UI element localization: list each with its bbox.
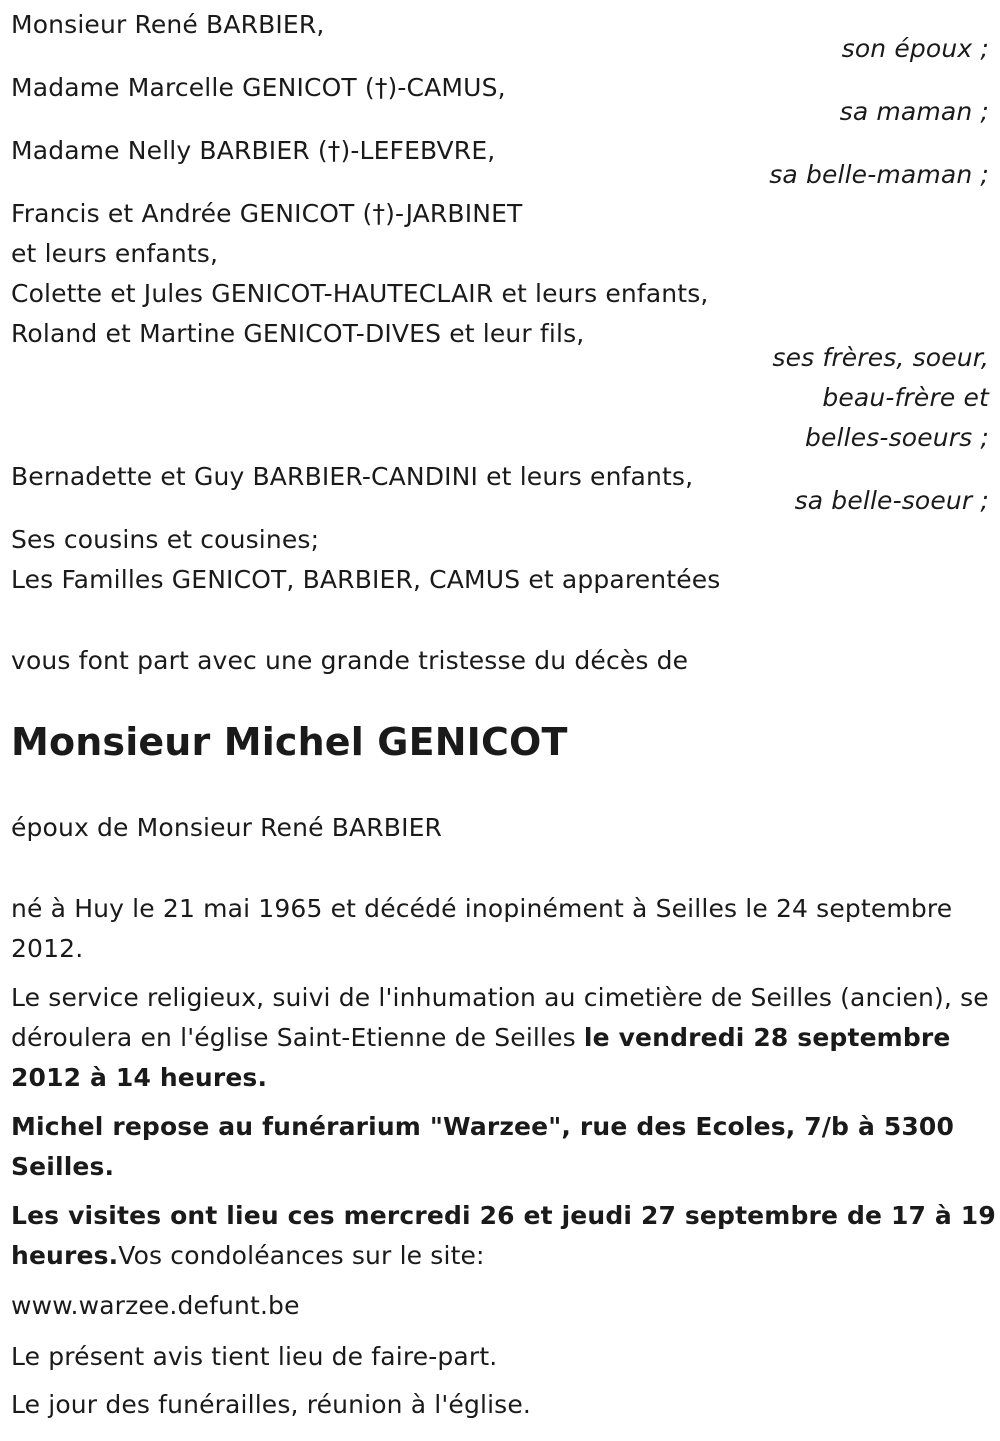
repose-text: Michel repose au funérarium "Warzee", rue des Ecoles, 7/b à 5300 Seilles. <box>11 1112 955 1181</box>
deceased-name: Monsieur Michel GENICOT <box>11 720 568 764</box>
visits-paragraph <box>11 1196 996 1276</box>
service-date: le vendredi 28 septembre 2012 à 14 heures. <box>11 1023 951 1092</box>
siblings-line-3: Colette et Jules GENICOT-HAUTECLAIR et leurs enfants, <box>11 279 709 308</box>
service-paragraph <box>11 978 996 1098</box>
service-text: Le service religieux, suivi de l'inhumation au cimetière de Seilles (ancien), se déroulera en l'église Saint-Etienne de Seilles <box>11 983 989 1052</box>
church-meeting-text: Le jour des funérailles, réunion à l'église. <box>11 1390 531 1419</box>
announcement-intro: vous font part avec une grande tristesse du décès de <box>11 646 689 675</box>
siblings-role-line-3: belles-soeurs ; <box>804 423 989 452</box>
sister-in-law-name: Bernadette et Guy BARBIER-CANDINI et leurs enfants, <box>11 462 694 491</box>
spouse-role: son époux ; <box>841 34 989 63</box>
siblings-line-2: et leurs enfants, <box>11 239 219 268</box>
mother-name: Madame Marcelle GENICOT (†)-CAMUS, <box>11 73 506 102</box>
siblings-line-1: Francis et Andrée GENICOT (†)-JARBINET <box>11 199 523 228</box>
website-text: www.warzee.defunt.be <box>11 1291 300 1320</box>
families-line: Les Familles GENICOT, BARBIER, CAMUS et apparentées <box>11 565 721 594</box>
mother-in-law-name: Madame Nelly BARBIER (†)-LEFEBVRE, <box>11 136 496 165</box>
cousins-line: Ses cousins et cousines; <box>11 525 320 554</box>
condolences-text: Vos condoléances sur le site: <box>118 1241 485 1270</box>
spouse-name: Monsieur René BARBIER, <box>11 10 325 39</box>
notice-text: Le présent avis tient lieu de faire-part. <box>11 1342 498 1371</box>
mother-in-law-role: sa belle-maman ; <box>769 160 989 189</box>
sister-in-law-role: sa belle-soeur ; <box>794 486 989 515</box>
spouse-of-line: époux de Monsieur René BARBIER <box>11 813 443 842</box>
visits-text: Les visites ont lieu ces mercredi 26 et jeudi 27 septembre de 17 à 19 heures. <box>11 1201 996 1270</box>
siblings-role-line-2: beau-frère et <box>822 383 989 412</box>
siblings-role-line-1: ses frères, soeur, <box>772 343 989 372</box>
mother-role: sa maman ; <box>839 97 989 126</box>
birth-death-text: né à Huy le 21 mai 1965 et décédé inopinément à Seilles le 24 septembre 2012. <box>11 894 953 963</box>
siblings-line-4: Roland et Martine GENICOT-DIVES et leur fils, <box>11 319 585 348</box>
